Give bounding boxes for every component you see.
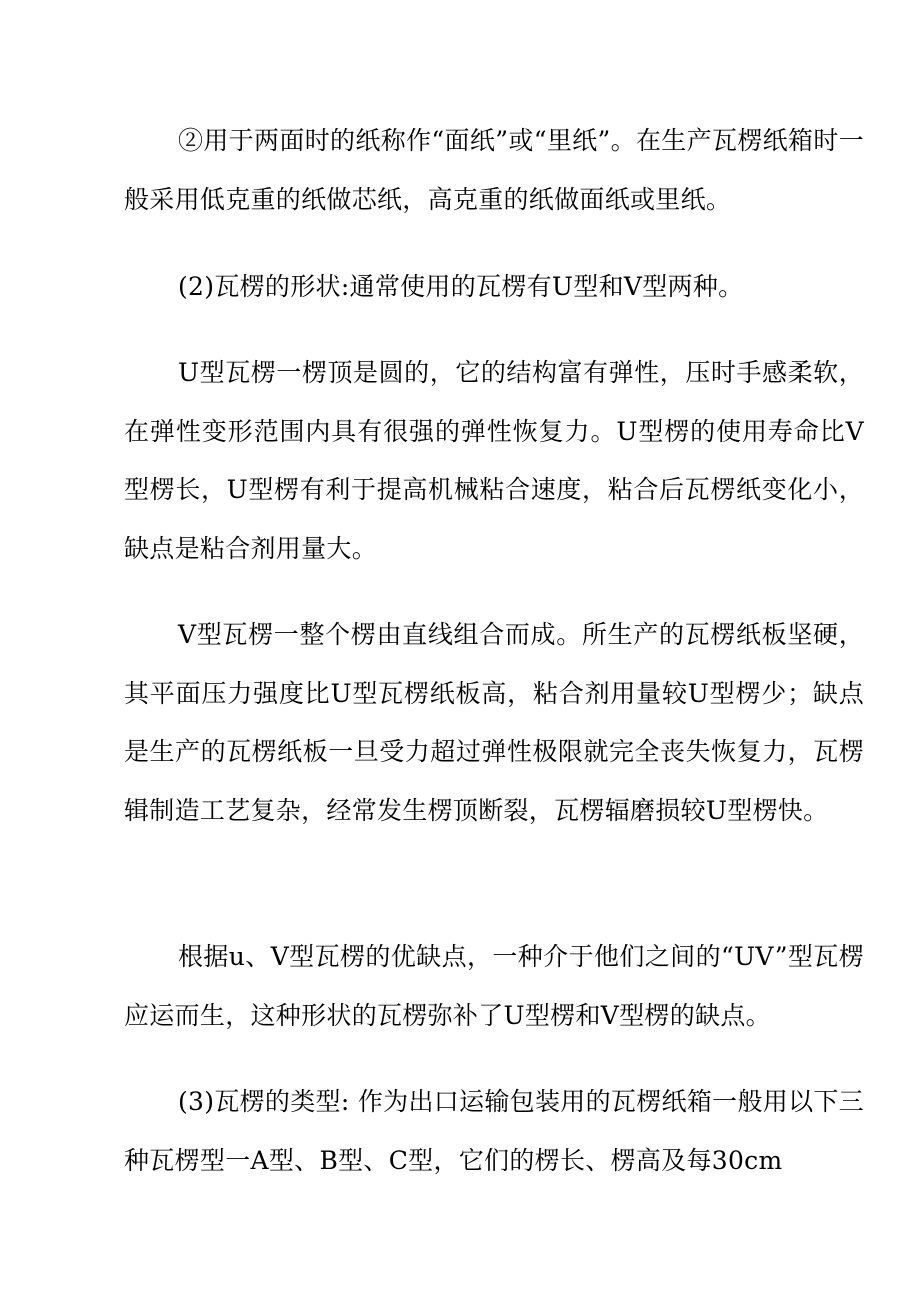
- paragraph-flute-shape-heading: (2)瓦楞的形状:通常使用的瓦楞有U型和V型两种。: [178, 272, 744, 301]
- paragraph-paper-usage: ②用于两面时的纸称作“面纸”或“里纸”。在生产瓦楞纸箱时一般采用低克重的纸做芯纸，高克重的纸做面纸或里纸。: [124, 126, 864, 214]
- paragraph-u-flute: U型瓦楞一楞顶是圆的，它的结构富有弹性，压时手感柔软，在弹性变形范围内具有很强的弹性恢复力。U型楞的使用寿命比V型楞长，U型楞有利于提高机械粘合速度，粘合后瓦楞纸变化小，缺点是粘合剂用量大。: [124, 358, 864, 563]
- paragraph-v-flute: V型瓦楞一整个楞由直线组合而成。所生产的瓦楞纸板坚硬，其平面压力强度比U型瓦楞纸板高，粘合剂用量较U型楞少；缺点是生产的瓦楞纸板一旦受力超过弹性极限就完全丧失恢复力，瓦楞辑制造工艺复杂，经常发生楞顶断裂，瓦楞辐磨损较U型楞快。: [124, 620, 864, 825]
- paragraph-uv-flute: 根据u、V型瓦楞的优缺点，一种介于他们之间的“UV”型瓦楞应运而生，这种形状的瓦楞弥补了U型楞和V型楞的缺点。: [124, 942, 864, 1030]
- paragraph-flute-types: (3)瓦楞的类型: 作为出口运输包装用的瓦楞纸箱一般用以下三种瓦楞型一A型、B型、C型，它们的楞长、楞高及每30cm: [124, 1087, 864, 1175]
